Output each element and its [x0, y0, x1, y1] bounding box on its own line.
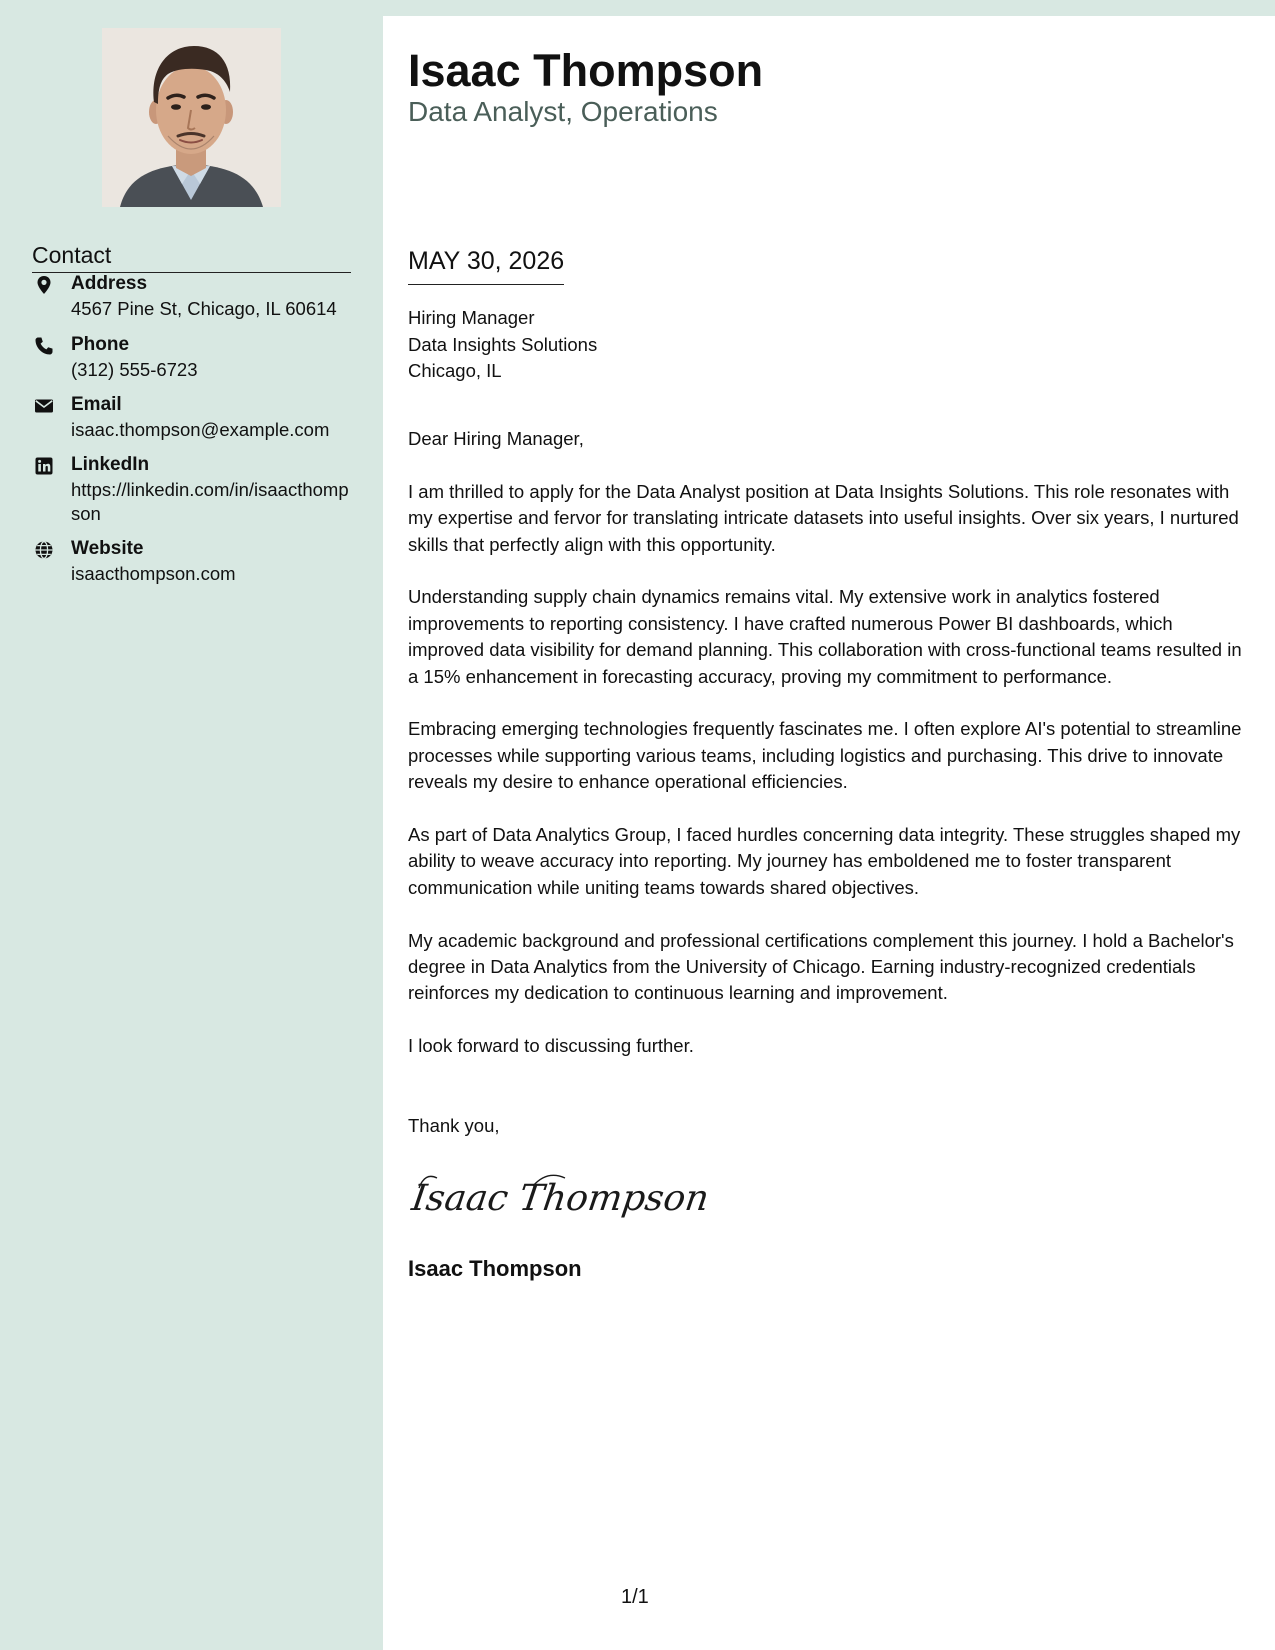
signature-text: Isaac Thompson: [409, 1176, 712, 1219]
paragraph: My academic background and professional certifications complement this journey. I hold a Bachelor's degree in Data Analytics from the University of Chicago. Earning industry-recognized credentials reinforces my dedication to continuous learning and improvement.: [408, 929, 1234, 1004]
location-pin-icon: [34, 275, 54, 295]
letter-body: [383, 16, 1275, 1650]
letter-text: [408, 426, 1248, 1086]
recipient-line: Data Insights Solutions: [408, 333, 598, 355]
paragraph: Embracing emerging technologies frequently fascinates me. I often explore AI's potential to streamline processes while supporting various teams, including logistics and purchasing. This drive to innovate reveals my desire to enhance operational efficiencies.: [408, 718, 1242, 793]
contact-label: Address: [71, 273, 148, 294]
envelope-icon: [34, 396, 54, 416]
paragraph: Understanding supply chain dynamics remains vital. My extensive work in analytics fostered improvements to reporting consistency. I have crafted numerous Power BI dashboards, which improved data visibility for demand planning. This collaboration with cross-functional teams resulted in a 15% enhancement in forecasting accuracy, proving my commitment to performance.: [408, 586, 1242, 687]
sidebar: [0, 0, 383, 1650]
signer-name: Isaac Thompson: [408, 1256, 582, 1281]
recipient-line: Chicago, IL: [408, 360, 502, 381]
job-title: Data Analyst, Operations: [408, 96, 718, 127]
signature-image: [409, 1164, 712, 1234]
paragraph: As part of Data Analytics Group, I faced hurdles concerning data integrity. These struggles shaped my ability to weave accuracy into reporting. My journey has emboldened me to foster transparent communication while uniting teams towards shared objectives.: [408, 824, 1241, 898]
salutation: Dear Hiring Manager,: [408, 428, 584, 449]
contact-value[interactable]: https://linkedin.com/in/isaacthompson: [71, 479, 349, 524]
page-number: 1/1: [621, 1586, 649, 1608]
recipient-line: Hiring Manager: [408, 307, 535, 328]
contact-value: (312) 555-6723: [71, 359, 198, 380]
recipient-block: [408, 305, 597, 385]
linkedin-icon: [34, 456, 54, 476]
contact-label: Phone: [71, 334, 130, 355]
contact-value[interactable]: isaacthompson.com: [71, 563, 236, 584]
phone-icon: [34, 336, 54, 356]
contact-label: Email: [71, 394, 122, 415]
contact-label: LinkedIn: [71, 454, 150, 475]
profile-photo-illustration: [102, 28, 281, 207]
profile-photo: [102, 28, 281, 207]
letter-date: MAY 30, 2026: [408, 244, 564, 285]
contact-value: isaac.thompson@example.com: [71, 419, 330, 440]
applicant-name: Isaac Thompson: [408, 45, 764, 96]
globe-icon: [34, 540, 54, 560]
paragraph: I am thrilled to apply for the Data Analyst position at Data Insights Solutions. This role resonates with my expertise and fervor for translating intricate datasets into useful insights. Over six years, I nurtured skills that perfectly align with this opportunity.: [408, 480, 1239, 555]
paragraph: I look forward to discussing further.: [408, 1035, 694, 1057]
closing: Thank you,: [408, 1115, 500, 1136]
contact-heading: Contact: [32, 240, 351, 273]
contact-value: 4567 Pine St, Chicago, IL 60614: [71, 298, 337, 319]
contact-label: Website: [71, 538, 144, 559]
